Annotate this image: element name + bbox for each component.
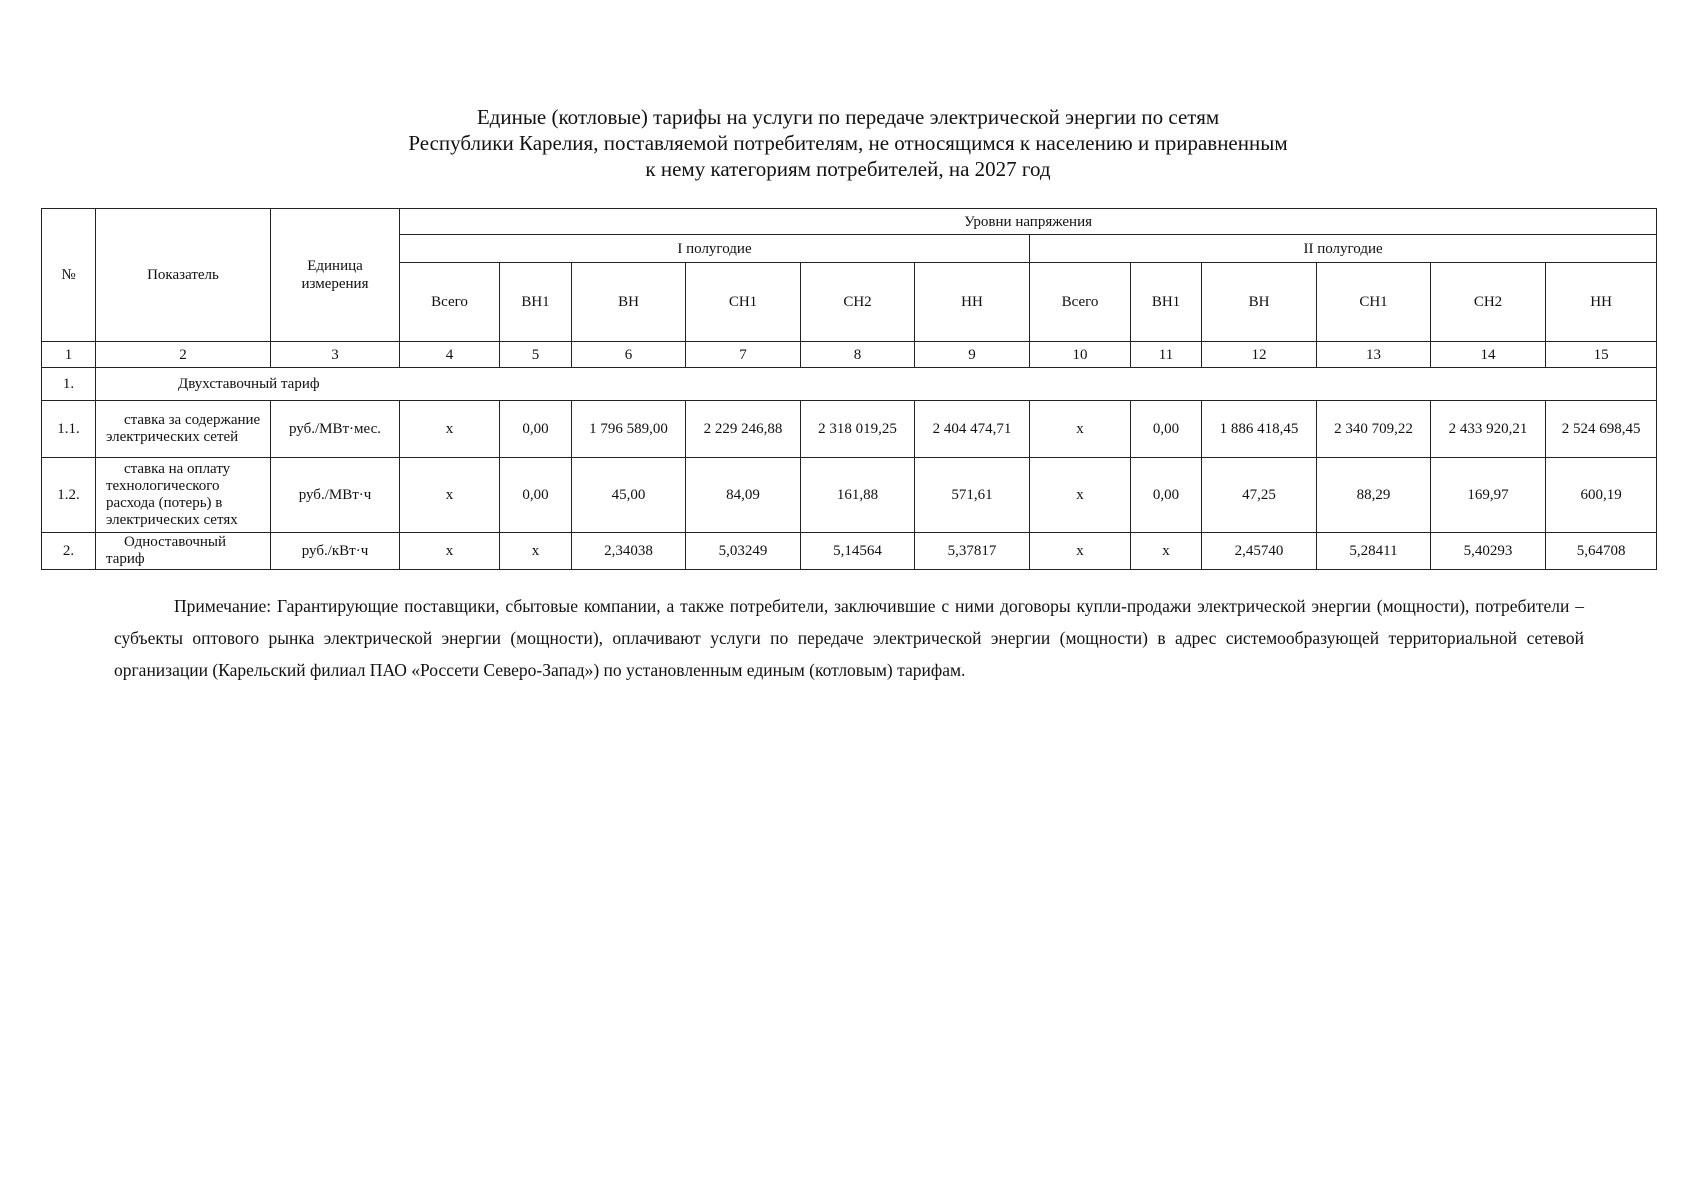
value-cell: 0,00 bbox=[1131, 458, 1202, 533]
row-indicator-rest: содержание электрических сетей bbox=[106, 412, 261, 445]
column-number: 4 bbox=[400, 342, 500, 368]
header-row-voltage bbox=[42, 209, 1657, 235]
value-cell: 5,40293 bbox=[1431, 533, 1546, 570]
value-cell: 2 404 474,71 bbox=[915, 401, 1030, 458]
row-indicator-first: ставка за bbox=[124, 412, 182, 428]
header-level: ВН bbox=[1202, 263, 1317, 342]
table-row bbox=[42, 533, 1657, 570]
header-level: Всего bbox=[400, 263, 500, 342]
header-level: ВН1 bbox=[500, 263, 572, 342]
value-cell: х bbox=[400, 533, 500, 570]
section-row-two-part-tariff bbox=[42, 368, 1657, 401]
row-num: 2. bbox=[42, 533, 96, 570]
header-half-2: II полугодие bbox=[1030, 235, 1657, 263]
column-number: 12 bbox=[1202, 342, 1317, 368]
value-cell: 88,29 bbox=[1317, 458, 1431, 533]
value-cell: 600,19 bbox=[1546, 458, 1657, 533]
value-cell: 2,45740 bbox=[1202, 533, 1317, 570]
row-indicator-first: ставка на оплату bbox=[124, 461, 231, 477]
value-cell: 5,14564 bbox=[801, 533, 915, 570]
value-cell: 169,97 bbox=[1431, 458, 1546, 533]
document-title bbox=[0, 104, 1696, 182]
value-cell: х bbox=[1030, 401, 1131, 458]
value-cell: 0,00 bbox=[500, 401, 572, 458]
value-cell: 45,00 bbox=[572, 458, 686, 533]
column-number: 9 bbox=[915, 342, 1030, 368]
value-cell: 84,09 bbox=[686, 458, 801, 533]
value-cell: 161,88 bbox=[801, 458, 915, 533]
header-num: № bbox=[42, 209, 96, 342]
tariff-table bbox=[41, 208, 1657, 570]
value-cell: 2 229 246,88 bbox=[686, 401, 801, 458]
value-cell: 2 318 019,25 bbox=[801, 401, 915, 458]
row-unit: руб./МВт·ч bbox=[271, 458, 400, 533]
value-cell: 2,34038 bbox=[572, 533, 686, 570]
column-number: 13 bbox=[1317, 342, 1431, 368]
note-paragraph: Примечание: Гарантирующие поставщики, сбытовые компании, а также потребители, заключившие с ними договоры купли-продажи электрической энергии (мощности), потребители – субъекты оптового рынка электрической энергии (мощности), оплачивают услуги по передаче электрической энергии (мощности) в адрес системообразующей территориальной сетевой организации (Карельский филиал ПАО «Россети Северо-Запад») по установленным единым (котловым) тарифам. bbox=[114, 596, 1584, 680]
row-indicator-first: Одноставочный bbox=[124, 534, 226, 550]
row-indicator bbox=[96, 401, 271, 458]
value-cell: х bbox=[1030, 458, 1131, 533]
value-cell: 2 524 698,45 bbox=[1546, 401, 1657, 458]
value-cell: 2 340 709,22 bbox=[1317, 401, 1431, 458]
value-cell: 1 886 418,45 bbox=[1202, 401, 1317, 458]
column-number: 11 bbox=[1131, 342, 1202, 368]
column-number: 5 bbox=[500, 342, 572, 368]
row-unit: руб./кВт·ч bbox=[271, 533, 400, 570]
header-half-1: I полугодие bbox=[400, 235, 1030, 263]
row-indicator bbox=[96, 458, 271, 533]
title-line-2: Республики Карелия, поставляемой потребителям, не относящимся к населению и приравненным bbox=[408, 131, 1288, 155]
value-cell: 571,61 bbox=[915, 458, 1030, 533]
row-num: 1.1. bbox=[42, 401, 96, 458]
header-voltage-levels: Уровни напряжения bbox=[400, 209, 1657, 235]
value-cell: 5,03249 bbox=[686, 533, 801, 570]
value-cell: х bbox=[1131, 533, 1202, 570]
column-number: 10 bbox=[1030, 342, 1131, 368]
section-name: Двухставочный тариф bbox=[96, 368, 1657, 401]
table-row bbox=[42, 458, 1657, 533]
column-number: 8 bbox=[801, 342, 915, 368]
header-level: НН bbox=[915, 263, 1030, 342]
value-cell: 5,28411 bbox=[1317, 533, 1431, 570]
value-cell: х bbox=[500, 533, 572, 570]
header-level: СН1 bbox=[686, 263, 801, 342]
header-level: Всего bbox=[1030, 263, 1131, 342]
value-cell: х bbox=[1030, 533, 1131, 570]
value-cell: х bbox=[400, 458, 500, 533]
value-cell: 0,00 bbox=[1131, 401, 1202, 458]
section-num: 1. bbox=[42, 368, 96, 401]
value-cell: 0,00 bbox=[500, 458, 572, 533]
column-number: 14 bbox=[1431, 342, 1546, 368]
header-level: ВН bbox=[572, 263, 686, 342]
value-cell: 1 796 589,00 bbox=[572, 401, 686, 458]
table-row bbox=[42, 401, 1657, 458]
title-line-1: Единые (котловые) тарифы на услуги по передаче электрической энергии по сетям bbox=[476, 105, 1220, 129]
value-cell: х bbox=[400, 401, 500, 458]
column-number: 7 bbox=[686, 342, 801, 368]
row-unit: руб./МВт·мес. bbox=[271, 401, 400, 458]
value-cell: 47,25 bbox=[1202, 458, 1317, 533]
column-number: 6 bbox=[572, 342, 686, 368]
value-cell: 2 433 920,21 bbox=[1431, 401, 1546, 458]
header-level: СН2 bbox=[801, 263, 915, 342]
column-number: 1 bbox=[42, 342, 96, 368]
value-cell: 5,37817 bbox=[915, 533, 1030, 570]
header-unit: Единица измерения bbox=[271, 209, 400, 342]
row-num: 1.2. bbox=[42, 458, 96, 533]
header-level: СН2 bbox=[1431, 263, 1546, 342]
row-indicator bbox=[96, 533, 271, 570]
column-number: 2 bbox=[96, 342, 271, 368]
column-number: 3 bbox=[271, 342, 400, 368]
row-indicator-rest: тариф bbox=[106, 551, 145, 567]
value-cell: 5,64708 bbox=[1546, 533, 1657, 570]
row-indicator-rest: технологического расхода (потерь) в электрических сетях bbox=[106, 478, 238, 528]
header-level: ВН1 bbox=[1131, 263, 1202, 342]
title-line-3: к нему категориям потребителей, на 2027 год bbox=[645, 157, 1051, 181]
column-number: 15 bbox=[1546, 342, 1657, 368]
header-indicator: Показатель bbox=[96, 209, 271, 342]
column-number-row bbox=[42, 342, 1657, 368]
header-level: НН bbox=[1546, 263, 1657, 342]
header-level: СН1 bbox=[1317, 263, 1431, 342]
